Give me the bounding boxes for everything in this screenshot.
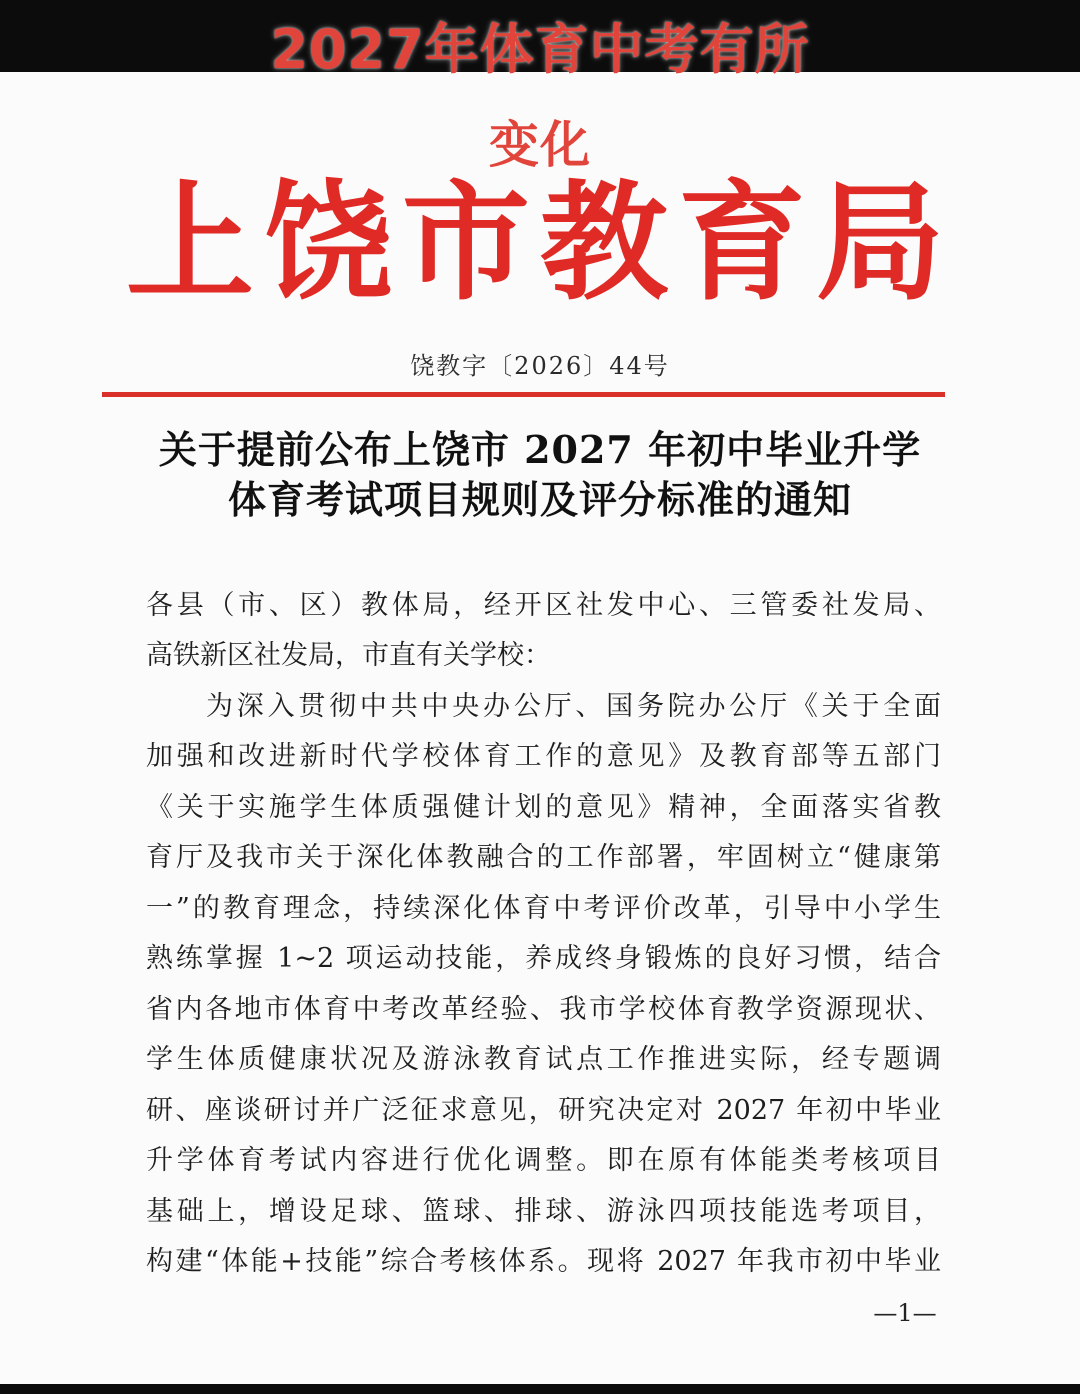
body-line-salutation-cont: 高铁新区社发局，市直有关学校： [146, 640, 551, 671]
body-line: 一”的教育理念，持续深化体育中考评价改革，引导中小学生 [146, 893, 941, 924]
body-line: 育厅及我市关于深化体教融合的工作部署，牢固树立“健康第 [146, 842, 941, 873]
body-line: 升学体育考试内容进行优化调整。即在原有体能类考核项目 [146, 1145, 941, 1176]
body-line: 《关于实施学生体质强健计划的意见》精神，全面落实省教 [146, 792, 941, 823]
issuing-organization: 上饶市教育局 [125, 168, 954, 318]
bottom-black-band [0, 1384, 1080, 1394]
body-line: 学生体质健康状况及游泳教育试点工作推进实际，经专题调 [146, 1044, 941, 1075]
notice-title-line1: 关于提前公布上饶市 2027 年初中毕业升学 [158, 427, 922, 472]
overlay-headline-line1: 2027年体育中考有所 [270, 18, 810, 81]
document-number: 饶教字〔2026〕44号 [410, 352, 670, 380]
body-line: 基础上，增设足球、篮球、排球、游泳四项技能选考项目， [146, 1196, 941, 1227]
body-line: 熟练掌握 1~2 项运动技能，养成终身锻炼的良好习惯，结合 [146, 943, 941, 974]
body-line-salutation: 各县（市、区）教体局，经开区社发中心、三管委社发局、 [146, 590, 941, 621]
body-line: 构建“体能+技能”综合考核体系。现将 2027 年我市初中毕业 [146, 1246, 941, 1277]
body-line: 加强和改进新时代学校体育工作的意见》及教育部等五部门 [146, 741, 941, 772]
body-line: 省内各地市体育中考改革经验、我市学校体育教学资源现状、 [146, 994, 941, 1025]
overlay-headline-line2: 变化 [489, 116, 591, 174]
page-number: —1— [873, 1299, 937, 1327]
body-line: 研、座谈研讨并广泛征求意见，研究决定对 2027 年初中毕业 [146, 1095, 941, 1126]
notice-title-line2: 体育考试项目规则及评分标准的通知 [227, 477, 852, 522]
body-line: 为深入贯彻中共中央办公厅、国务院办公厅《关于全面 [206, 691, 941, 722]
red-divider-rule [102, 392, 945, 397]
